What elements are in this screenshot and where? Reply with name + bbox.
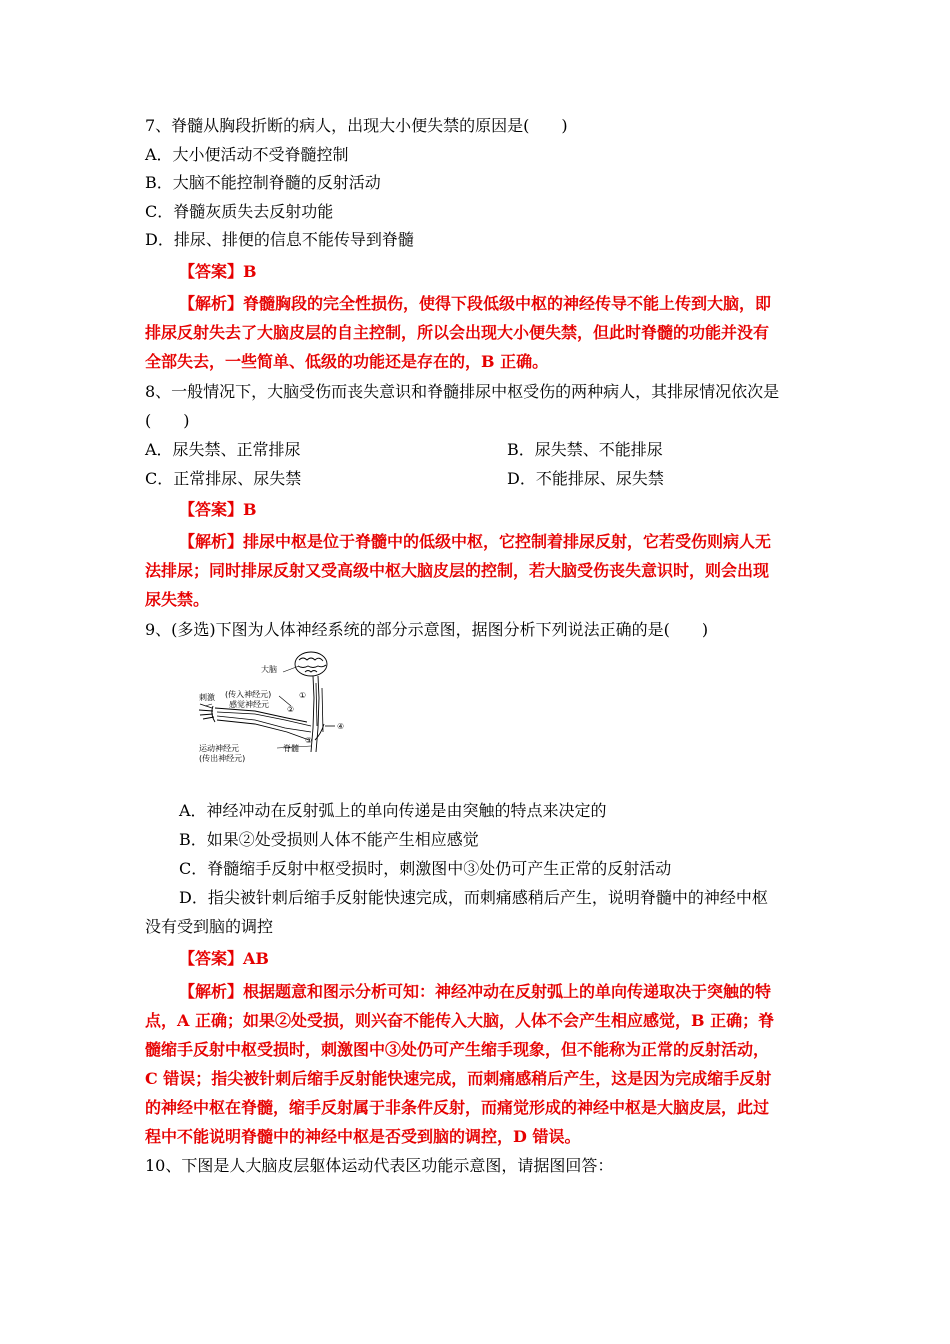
q7-option-c: C．脊髓灰质失去反射功能 [145, 202, 334, 221]
q7-option-b: B．大脑不能控制脊髓的反射活动 [145, 173, 381, 192]
q9-stem: 9、(多选)下图为人体神经系统的部分示意图，据图分析下列说法正确的是( ) [145, 620, 709, 639]
label-afferent-2: 感觉神经元 [229, 700, 269, 709]
q8-stem-cont: ( ) [145, 411, 190, 430]
q9-analysis-line: 髓缩手反射中枢受损时，刺激图中③处仍可产生缩手现象，但不能称为正常的反射活动， [145, 1040, 770, 1059]
q7-analysis-line: 全部失去，一些简单、低级的功能还是存在的，B 正确。 [145, 352, 549, 371]
q8-option-a: A．尿失禁、正常排尿 [145, 440, 301, 459]
q8-analysis-line: 法排尿；同时排尿反射又受高级中枢大脑皮层的控制，若大脑受伤丧失意识时，则会出现 [145, 561, 770, 580]
q9-option-c: C．脊髓缩手反射中枢受损时，刺激图中③处仍可产生正常的反射活动 [179, 859, 672, 878]
spinal-cord-drawing [311, 676, 324, 752]
q7-option-a: A．大小便活动不受脊髓控制 [145, 145, 349, 164]
brain-drawing [295, 652, 327, 676]
q10-stem: 10、下图是人大脑皮层躯体运动代表区功能示意图，请据图回答： [145, 1156, 614, 1175]
q9-option-a: A．神经冲动在反射弧上的单向传递是由突触的特点来决定的 [179, 801, 607, 820]
q8-analysis-line: 尿失禁。 [145, 590, 210, 609]
label-spinal: 脊髓 [283, 744, 299, 753]
q9-option-d: D．指尖被针刺后缩手反射能快速完成，而刺痛感稍后产生，说明脊髓中的神经中枢 [179, 888, 768, 907]
q9-option-d-cont: 没有受到脑的调控 [145, 917, 274, 936]
q9-analysis-line: C 错误；指尖被针刺后缩手反射能快速完成，而刺痛感稍后产生，这是因为完成缩手反射 [145, 1069, 772, 1088]
label-marker-2: ② [287, 705, 295, 714]
label-marker-1: ① [299, 691, 307, 700]
q8-option-d: D．不能排尿、尿失禁 [507, 469, 664, 488]
q7-answer: 【答案】B [179, 262, 257, 281]
q8-stem: 8、一般情况下，大脑受伤而丧失意识和脊髓排尿中枢受伤的两种病人，其排尿情况依次是 [145, 382, 780, 401]
q9-analysis-line: 点，A 正确；如果②处受损，则兴奋不能传入大脑，人体不会产生相应感觉，B 正确；脊 [145, 1011, 775, 1030]
q9-analysis-line: 【解析】根据题意和图示分析可知：神经冲动在反射弧上的单向传递取决于突触的特 [179, 982, 772, 1001]
label-efferent-2: (传出神经元) [199, 754, 246, 763]
label-stimulus: 刺激 [199, 693, 215, 702]
label-marker-3: ③ [305, 736, 313, 745]
q9-option-b: B．如果②处受损则人体不能产生相应感觉 [179, 830, 479, 849]
q7-stem: 7、脊髓从胸段折断的病人，出现大小便失禁的原因是( ) [145, 116, 568, 135]
nervous-system-diagram [195, 648, 365, 776]
q8-answer: 【答案】B [179, 500, 257, 519]
q7-analysis-line: 排尿反射失去了大脑皮层的自主控制，所以会出现大小便失禁，但此时脊髓的功能并没有 [145, 323, 770, 342]
q8-option-b: B．尿失禁、不能排尿 [507, 440, 663, 459]
q9-analysis-line: 的神经中枢在脊髓，缩手反射属于非条件反射，而痛觉形成的神经中枢是大脑皮层，此过 [145, 1098, 770, 1117]
label-afferent-1: (传入神经元) [225, 690, 272, 699]
q8-analysis-line: 【解析】排尿中枢是位于脊髓中的低级中枢，它控制着排尿反射，它若受伤则病人无 [179, 532, 772, 551]
label-brain: 大脑 [261, 665, 277, 674]
q9-answer: 【答案】AB [179, 949, 269, 968]
q8-option-c: C．正常排尿、尿失禁 [145, 469, 302, 488]
label-efferent-1: 运动神经元 [199, 744, 239, 753]
label-marker-4: ④ [337, 722, 345, 731]
q7-analysis-line: 【解析】脊髓胸段的完全性损伤，使得下段低级中枢的神经传导不能上传到大脑，即 [179, 294, 772, 313]
q7-option-d: D．排尿、排便的信息不能传导到脊髓 [145, 230, 414, 249]
q9-analysis-line: 程中不能说明脊髓中的神经中枢是否受到脑的调控，D 错误。 [145, 1127, 581, 1146]
